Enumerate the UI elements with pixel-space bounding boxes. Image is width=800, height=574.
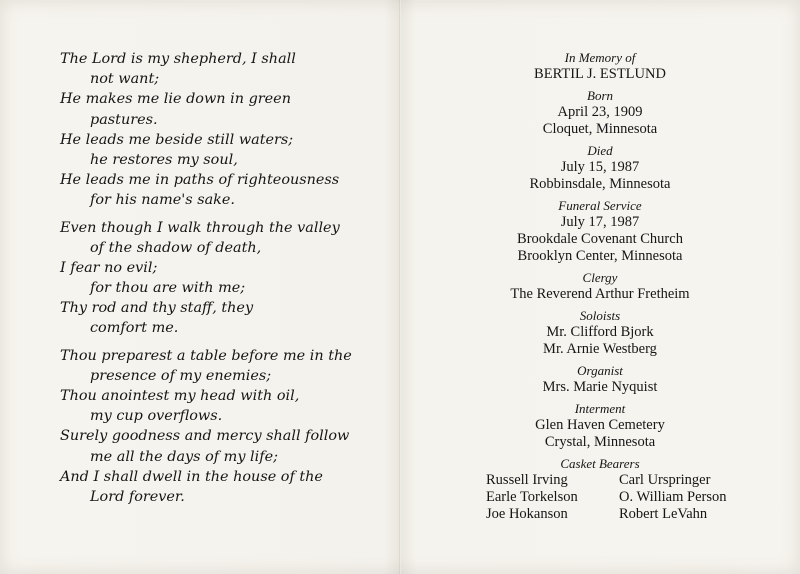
bearer-name: Robert LeVahn [619,506,708,522]
bearer-name: Russell Irving [486,472,568,488]
born-heading: Born [587,88,613,103]
psalm-23-text [60,49,380,514]
psalm-line: Even though I walk through the valley [60,219,340,236]
psalm-stanza [60,49,380,211]
interment-heading: Interment [574,401,626,416]
died-date: July 15, 1987 [560,159,640,175]
interment-cemetery: Glen Haven Cemetery [535,417,665,433]
memorial-details [430,50,770,524]
interment-place: Crystal, Minnesota [544,434,656,450]
soloist-name: Mr. Arnie Westberg [543,341,657,357]
service-place: Brooklyn Center, Minnesota [517,248,683,264]
psalm-line: He leads me in paths of righteousness [60,172,340,189]
bearers-right-column [619,472,727,523]
born-date: April 23, 1909 [557,104,643,120]
psalm-line: my cup overflows. [90,408,223,425]
psalm-stanza [60,346,380,508]
psalm-line: comfort me. [90,320,179,337]
psalm-line: Surely goodness and mercy shall follow [60,428,350,445]
psalm-line: for thou are with me; [90,280,246,297]
psalm-line: He leads me beside still waters; [60,131,294,148]
bearer-name: Earle Torkelson [486,489,578,505]
soloists-heading: Soloists [579,308,621,323]
clergy-heading: Clergy [582,270,618,285]
bearer-name: O. William Person [619,489,727,505]
psalm-line: He makes me lie down in green [60,91,291,108]
psalm-line: Thou anointest my head with oil, [60,388,300,404]
casket-bearers-list [430,472,770,524]
psalm-line: Thy rod and thy staff, they [60,300,254,317]
psalm-line: not want; [90,71,160,88]
psalm-line: presence of my enemies; [90,367,272,384]
born-place: Cloquet, Minnesota [542,121,658,137]
service-church: Brookdale Covenant Church [517,231,683,247]
died-place: Robbinsdale, Minnesota [529,176,671,192]
psalm-line: pastures. [90,111,158,128]
service-heading: Funeral Service [558,198,642,213]
casket-bearers-heading: Casket Bearers [560,456,640,471]
service-date: July 17, 1987 [560,214,640,230]
clergy-name: The Reverend Arthur Fretheim [510,286,690,302]
in-memory-heading: In Memory of [564,50,636,65]
psalm-line: I fear no evil; [60,259,158,276]
bearer-name: Joe Hokanson [486,506,568,522]
psalm-line: And I shall dwell in the house of the [60,468,323,485]
bearers-left-column [486,472,578,523]
psalm-line: me all the days of my life; [90,448,278,465]
organist-name: Mrs. Marie Nyquist [542,379,658,395]
psalm-line: The Lord is my shepherd, I shall [60,51,296,67]
psalm-line: of the shadow of death, [90,239,262,256]
psalm-line: Lord forever. [90,488,185,505]
deceased-name: BERTIL J. ESTLUND [534,66,666,82]
psalm-line: for his name's sake. [90,192,235,209]
bearer-name: Carl Urspringer [619,472,711,488]
psalm-line: he restores my soul, [90,151,238,168]
psalm-line: Thou preparest a table before me in the [60,347,352,364]
soloist-name: Mr. Clifford Bjork [546,324,654,340]
card-fold [399,0,401,574]
psalm-stanza [60,218,380,339]
organist-heading: Organist [577,363,623,378]
died-heading: Died [587,143,613,158]
